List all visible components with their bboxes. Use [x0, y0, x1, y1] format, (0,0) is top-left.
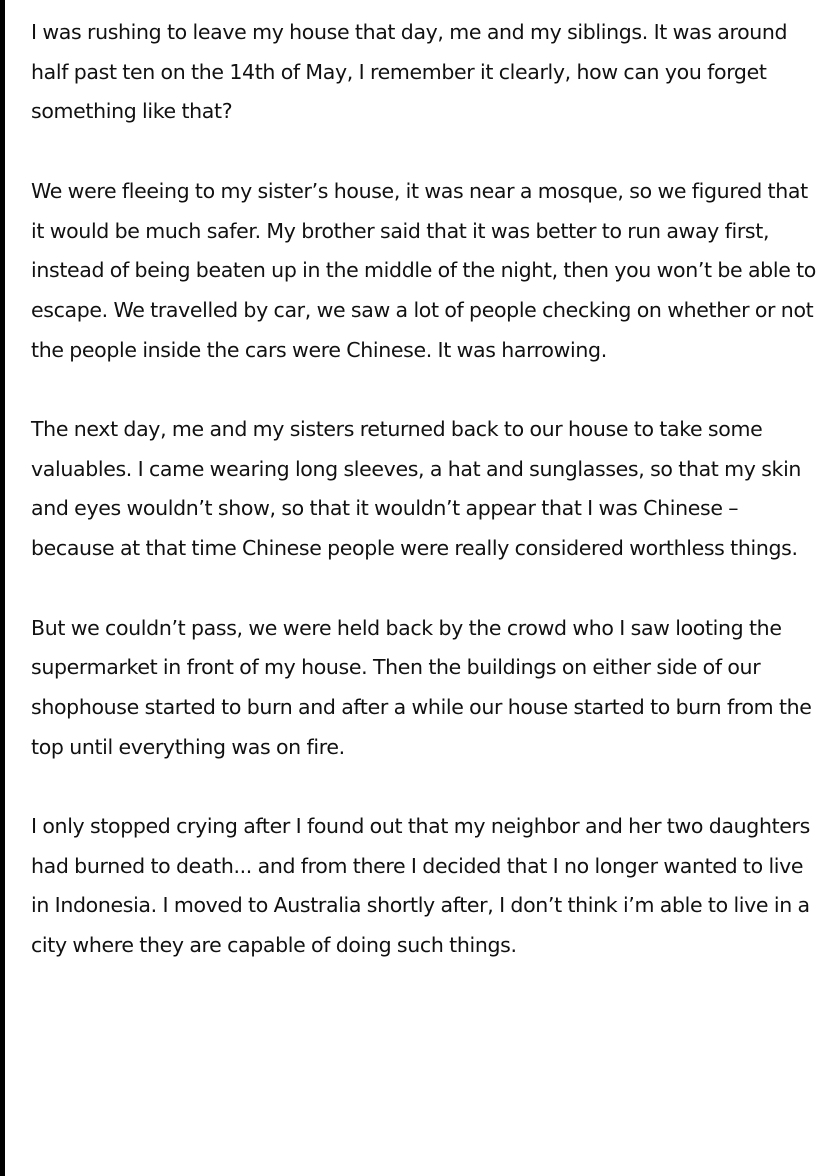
- paragraph-1: I was rushing to leave my house that day, me and my siblings. It was around half past ten on the 14th of May, I remember it clearly, how can you forget something like that?: [31, 20, 788, 124]
- paragraph-4: But we couldn’t pass, we were held back by the crowd who I saw looting the supermarket in front of my house. Then the buildings on either side of our shophouse started to burn and after a while our house started to burn from the top until everything was on fire.: [31, 615, 812, 759]
- paragraph-3: The next day, me and my sisters returned back to our house to take some valuables. I came wearing long sleeves, a hat and sunglasses, so that my skin and eyes wouldn’t show, so that it wouldn’t appear that I was Chinese – because at that time Chinese people were really considered worthless things.: [31, 417, 802, 561]
- left-edge-bar: [0, 0, 5, 1176]
- paragraph-2: We were fleeing to my sister’s house, it was near a mosque, so we figured that it would be much safer. My brother said that it was better to run away first, instead of being beaten up in the middle of the night, then you won’t be able to escape. We travelled by car, we saw a lot of people checking on whether or not the people inside the cars were Chinese. It was harrowing.: [31, 178, 817, 362]
- paragraph-5: I only stopped crying after I found out that my neighbor and her two daughters had burned to death... and from there I decided that I no longer wanted to live in Indonesia. I moved to Australia shortly after, I don’t think i’m able to live in a city where they are capable of doing such things.: [31, 814, 810, 958]
- story-text: [31, 13, 817, 966]
